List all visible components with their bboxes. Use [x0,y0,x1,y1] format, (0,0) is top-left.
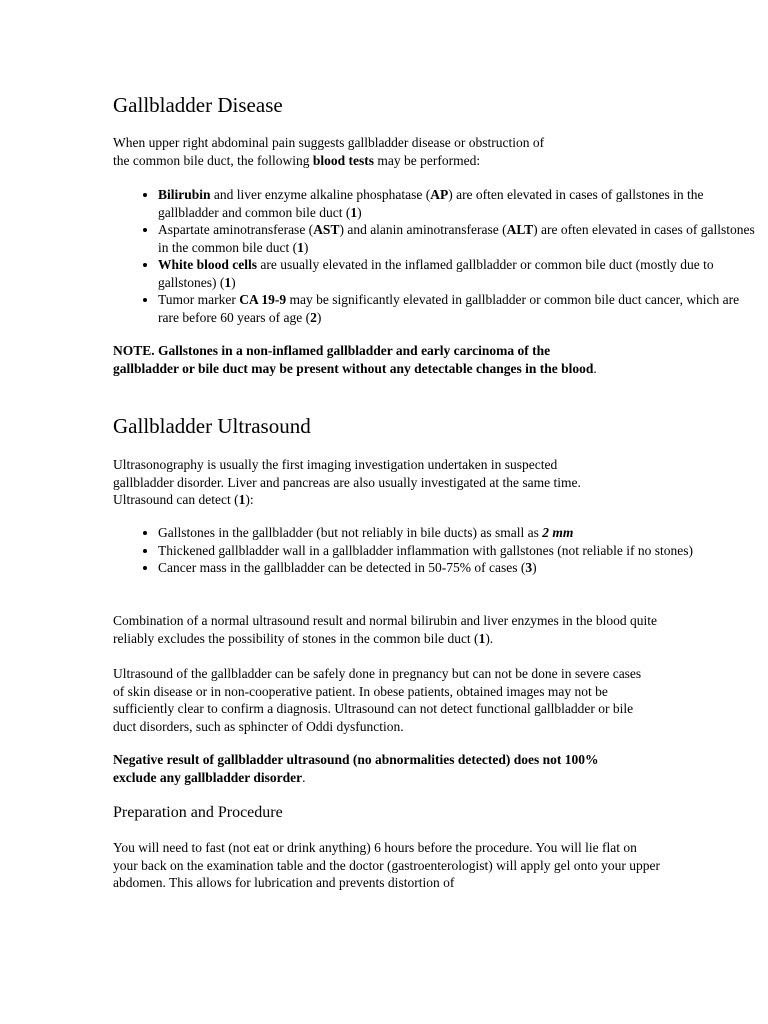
ultrasound-intro-paragraph: Ultrasonography is usually the first imaging investigation undertaken in suspected gallbladder disorder. Liver and pancreas are also usually investigated at the same time. Ultrasound can detect (1): [113,457,581,507]
list-item: • Aspartate aminotransferase (AST) and alanin aminotransferase (ALT) are often elevated in cases of gallstones in the common bile duct (1) [158,221,758,256]
list-item: • White blood cells are usually elevated in the inflamed gallbladder or common bile duct (mostly due to gallstones) (1) [158,256,758,291]
intro-text: the common bile duct, the following [113,152,313,168]
intro-bold: blood tests [312,152,374,168]
pregnancy-paragraph: Ultrasound of the gallbladder can be safely done in pregnancy but can not be done in severe cases of skin disease or in non-cooperative patient. In obese patients, obtained images may not be sufficiently clear to confirm a diagnosis. Ultrasound can not detect functional gallbladder or bile duct disorders, such as sphincter of Oddi dysfunction. [113,666,642,734]
list-item: • Cancer mass in the gallbladder can be detected in 50-75% of cases (3) [158,559,698,577]
combination-paragraph: Combination of a normal ultrasound result and normal bilirubin and liver enzymes in the blood quite reliably excludes the possibility of stones in the common bile duct (1). [113,613,658,646]
list-item: • Bilirubin and liver enzyme alkaline phosphatase (AP) are often elevated in cases of gallstones in the gallbladder and common bile duct (1) [158,186,758,221]
heading-gallbladder-disease: Gallbladder Disease [113,93,283,117]
list-item: • Thickened gallbladder wall in a gallbladder inflammation with gallstones (not reliable if no stones) [158,542,698,560]
list-item: • Gallstones in the gallbladder (but not reliably in bile ducts) as small as 2 mm [158,524,698,542]
intro-line1: When upper right abdominal pain suggests gallbladder disease or obstruction of [113,135,545,150]
ultrasound-detects-list [113,524,698,577]
intro-text-end: may be performed: [373,152,481,168]
intro-paragraph [113,134,658,169]
heading-preparation-procedure: Preparation and Procedure [113,804,283,821]
note-paragraph: NOTE. Gallstones in a non-inflamed gallbladder and early carcinoma of the gallbladder or bile duct may be present without any detectable changes in the blood. [113,343,597,376]
heading-gallbladder-ultrasound: Gallbladder Ultrasound [113,414,311,438]
blood-tests-list [113,186,758,326]
preparation-paragraph: You will need to fast (not eat or drink anything) 6 hours before the procedure. You will lie flat on your back on the examination table and the doctor (gastroenterologist) will apply gel onto your upper abdomen. This allows for lubrication and prevents distortion of [113,840,660,890]
list-item: • Tumor marker CA 19-9 may be significantly elevated in gallbladder or common bile duct cancer, which are rare before 60 years of age (2) [158,291,758,326]
negative-result-paragraph: Negative result of gallbladder ultrasound (no abnormalities detected) does not 100% exclude any gallbladder disorder. [113,752,599,785]
